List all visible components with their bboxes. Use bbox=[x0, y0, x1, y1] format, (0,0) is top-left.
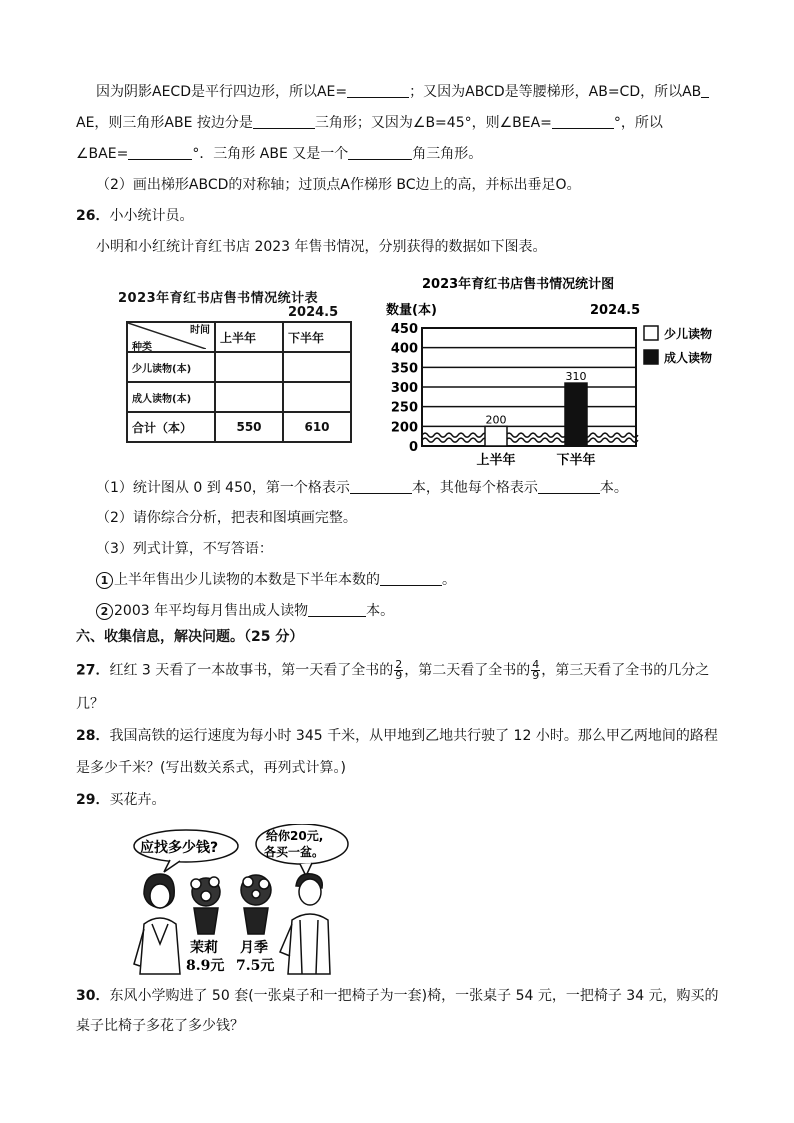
row-label-total: 合计（本） bbox=[127, 412, 215, 442]
q25-text: ∠BAE= bbox=[76, 146, 129, 162]
q25-text: ；又因为ABCD是等腰梯形，AB=CD，所以AB bbox=[409, 84, 702, 100]
table-cell-empty[interactable] bbox=[215, 382, 283, 412]
statistics-table-figure bbox=[112, 287, 352, 447]
y-tick-label: 0 bbox=[408, 440, 418, 455]
total-second-half: 610 bbox=[283, 412, 351, 442]
man-icon bbox=[280, 874, 330, 974]
q25-text: AE，则三角形ABE 按边分是 bbox=[76, 115, 253, 131]
answer-blank[interactable] bbox=[347, 83, 409, 98]
corner-bottom-label: 种类 bbox=[132, 342, 152, 353]
q30-line2: 桌子比椅子多花了多少钱？ bbox=[76, 1018, 244, 1034]
row-label-adult: 成人读物(本) bbox=[127, 382, 215, 412]
section-heading: 六、收集信息，解决问题。（25 分） bbox=[76, 629, 304, 645]
fraction bbox=[531, 660, 540, 681]
q27-line2: 几？ bbox=[76, 696, 104, 712]
q26-text: 本。 bbox=[599, 480, 628, 496]
chart-title: 2023年育红书店售书情况统计图 bbox=[422, 277, 615, 292]
q25-line1 bbox=[96, 82, 709, 102]
fraction-numerator: 4 bbox=[532, 658, 540, 671]
question-title: 小小统计员。 bbox=[109, 208, 194, 224]
q25-text: °，所以 bbox=[613, 115, 663, 131]
q26-text: （1）统计图从 0 到 450，第一个格表示 bbox=[96, 480, 350, 496]
answer-blank[interactable] bbox=[348, 145, 412, 160]
y-tick-label: 200 bbox=[390, 420, 418, 436]
answer-blank[interactable] bbox=[350, 479, 412, 494]
question-title: 买花卉。 bbox=[109, 792, 166, 808]
q25-text: 角三角形。 bbox=[412, 146, 483, 162]
y-tick-label: 350 bbox=[390, 361, 418, 377]
bubble-text-right-1: 给你20元, bbox=[266, 829, 324, 843]
woman-icon bbox=[134, 874, 180, 974]
bar-value-label: 310 bbox=[565, 370, 587, 384]
answer-blank[interactable] bbox=[308, 602, 366, 617]
header-second-half: 下半年 bbox=[283, 322, 351, 352]
y-tick-label: 250 bbox=[390, 400, 418, 416]
bar-value-label: 200 bbox=[485, 413, 507, 427]
q26-sub1 bbox=[96, 478, 628, 498]
table-date: 2024.5 bbox=[288, 305, 339, 320]
chart-date: 2024.5 bbox=[590, 303, 641, 318]
legend-label: 成人读物 bbox=[664, 351, 713, 365]
bubble-text-right-2: 各买一盆。 bbox=[264, 845, 325, 859]
total-first-half: 550 bbox=[215, 412, 283, 442]
q27-text: ，第二天看了全书的 bbox=[404, 662, 531, 679]
flower-price-1: 8.9元 bbox=[186, 958, 225, 974]
q25-text: °．三角形 ABE 又是一个 bbox=[192, 146, 349, 162]
q26-text: 上半年售出少儿读物的本数是下半年本数的 bbox=[114, 572, 380, 588]
question-number: 26． bbox=[76, 208, 110, 224]
answer-blank[interactable] bbox=[701, 83, 709, 98]
q26-text: 本。 bbox=[366, 603, 395, 619]
question-number: 30． bbox=[76, 988, 110, 1004]
table-cell-empty[interactable] bbox=[215, 352, 283, 382]
q28-text: 我国高铁的运行速度为每小时 345 千米，从甲地到乙地共行驶了 12 小时。那么甲乙两地间的路程 bbox=[109, 728, 718, 744]
flower-name-1: 茉莉 bbox=[190, 940, 218, 956]
q26-intro: 小明和小红统计育红书店 2023 年售书情况，分别获得的数据如下图表。 bbox=[96, 239, 547, 255]
flower-shop-illustration bbox=[130, 824, 350, 976]
legend-swatch bbox=[644, 350, 658, 364]
bar-1-1 bbox=[565, 383, 587, 446]
fraction-numerator: 2 bbox=[395, 658, 403, 671]
bar-chart bbox=[380, 270, 740, 475]
q28-line2: 是多少千米？(写出数关系式，再列式计算。) bbox=[76, 760, 346, 776]
answer-blank[interactable] bbox=[253, 114, 315, 129]
flower-price-2: 7.5元 bbox=[236, 958, 275, 974]
answer-blank[interactable] bbox=[128, 145, 192, 160]
q27-text: 红红 3 天看了一本故事书，第一天看了全书的 bbox=[109, 662, 394, 679]
corner-top-label: 时间 bbox=[190, 325, 210, 336]
q28-line1 bbox=[76, 726, 718, 746]
q26-text: 2003 年平均每月售出成人读物 bbox=[114, 603, 309, 619]
q29-heading bbox=[76, 790, 165, 810]
legend-swatch bbox=[644, 326, 658, 340]
rose-plant-icon bbox=[241, 875, 271, 934]
table-title: 2023年育红书店售书情况统计表 bbox=[118, 291, 319, 306]
circled-number: 2 bbox=[96, 603, 113, 620]
q25-line3 bbox=[76, 144, 482, 164]
x-tick-label: 下半年 bbox=[556, 453, 596, 468]
q26-text: 本，其他每个格表示 bbox=[411, 480, 538, 496]
q27-line1 bbox=[76, 660, 709, 681]
q25-text: 三角形；又因为∠B=45°，则∠BEA= bbox=[314, 115, 552, 131]
q27-text: ，第三天看了全书的几分之 bbox=[541, 662, 710, 679]
chart-ylabel: 数量(本) bbox=[386, 303, 437, 318]
answer-blank[interactable] bbox=[552, 114, 614, 129]
q25-text: 因为阴影AECD是平行四边形，所以AE= bbox=[96, 84, 348, 100]
q30-line1 bbox=[76, 986, 719, 1006]
answer-blank[interactable] bbox=[380, 571, 442, 586]
bar-0-0 bbox=[485, 426, 507, 446]
legend-label: 少儿读物 bbox=[664, 327, 713, 341]
circled-number: 1 bbox=[96, 572, 113, 589]
q26-sub2: （2）请你综合分析，把表和图填画完整。 bbox=[96, 510, 357, 526]
q26-sub3-item2 bbox=[96, 601, 394, 621]
q26-heading bbox=[76, 206, 193, 226]
question-number: 29． bbox=[76, 792, 110, 808]
q26-sub3: （3）列式计算，不写答语： bbox=[96, 541, 273, 557]
answer-blank[interactable] bbox=[538, 479, 600, 494]
q26-text: 。 bbox=[442, 572, 456, 588]
table-cell-empty[interactable] bbox=[283, 382, 351, 412]
bubble-text-left: 应找多少钱? bbox=[140, 840, 219, 856]
question-number: 28． bbox=[76, 728, 110, 744]
y-tick-label: 450 bbox=[390, 322, 418, 337]
header-first-half: 上半年 bbox=[215, 322, 283, 352]
row-label-children: 少儿读物(本) bbox=[127, 352, 215, 382]
y-tick-label: 400 bbox=[390, 341, 418, 357]
table-corner-cell bbox=[127, 322, 215, 352]
flower-name-2: 月季 bbox=[240, 940, 268, 956]
x-tick-label: 上半年 bbox=[476, 453, 516, 468]
q26-sub3-item1 bbox=[96, 570, 456, 590]
y-tick-label: 300 bbox=[390, 381, 418, 396]
bubble-tail-icon bbox=[164, 860, 180, 872]
statistics-table bbox=[126, 321, 352, 443]
q25-sub2: （2）画出梯形ABCD的对称轴；过顶点A作梯形 BC边上的高，并标出垂足O。 bbox=[96, 177, 581, 193]
fraction-denominator: 9 bbox=[395, 669, 403, 682]
fraction-denominator: 9 bbox=[532, 669, 540, 682]
table-cell-empty[interactable] bbox=[283, 352, 351, 382]
q30-text: 东风小学购进了 50 套(一张桌子和一把椅子为一套)椅，一张桌子 54 元，一把椅子 34 元，购买的 bbox=[109, 988, 719, 1004]
fraction bbox=[394, 660, 403, 681]
q25-line2 bbox=[76, 113, 663, 133]
jasmine-plant-icon bbox=[191, 877, 220, 934]
question-number: 27． bbox=[76, 662, 110, 679]
